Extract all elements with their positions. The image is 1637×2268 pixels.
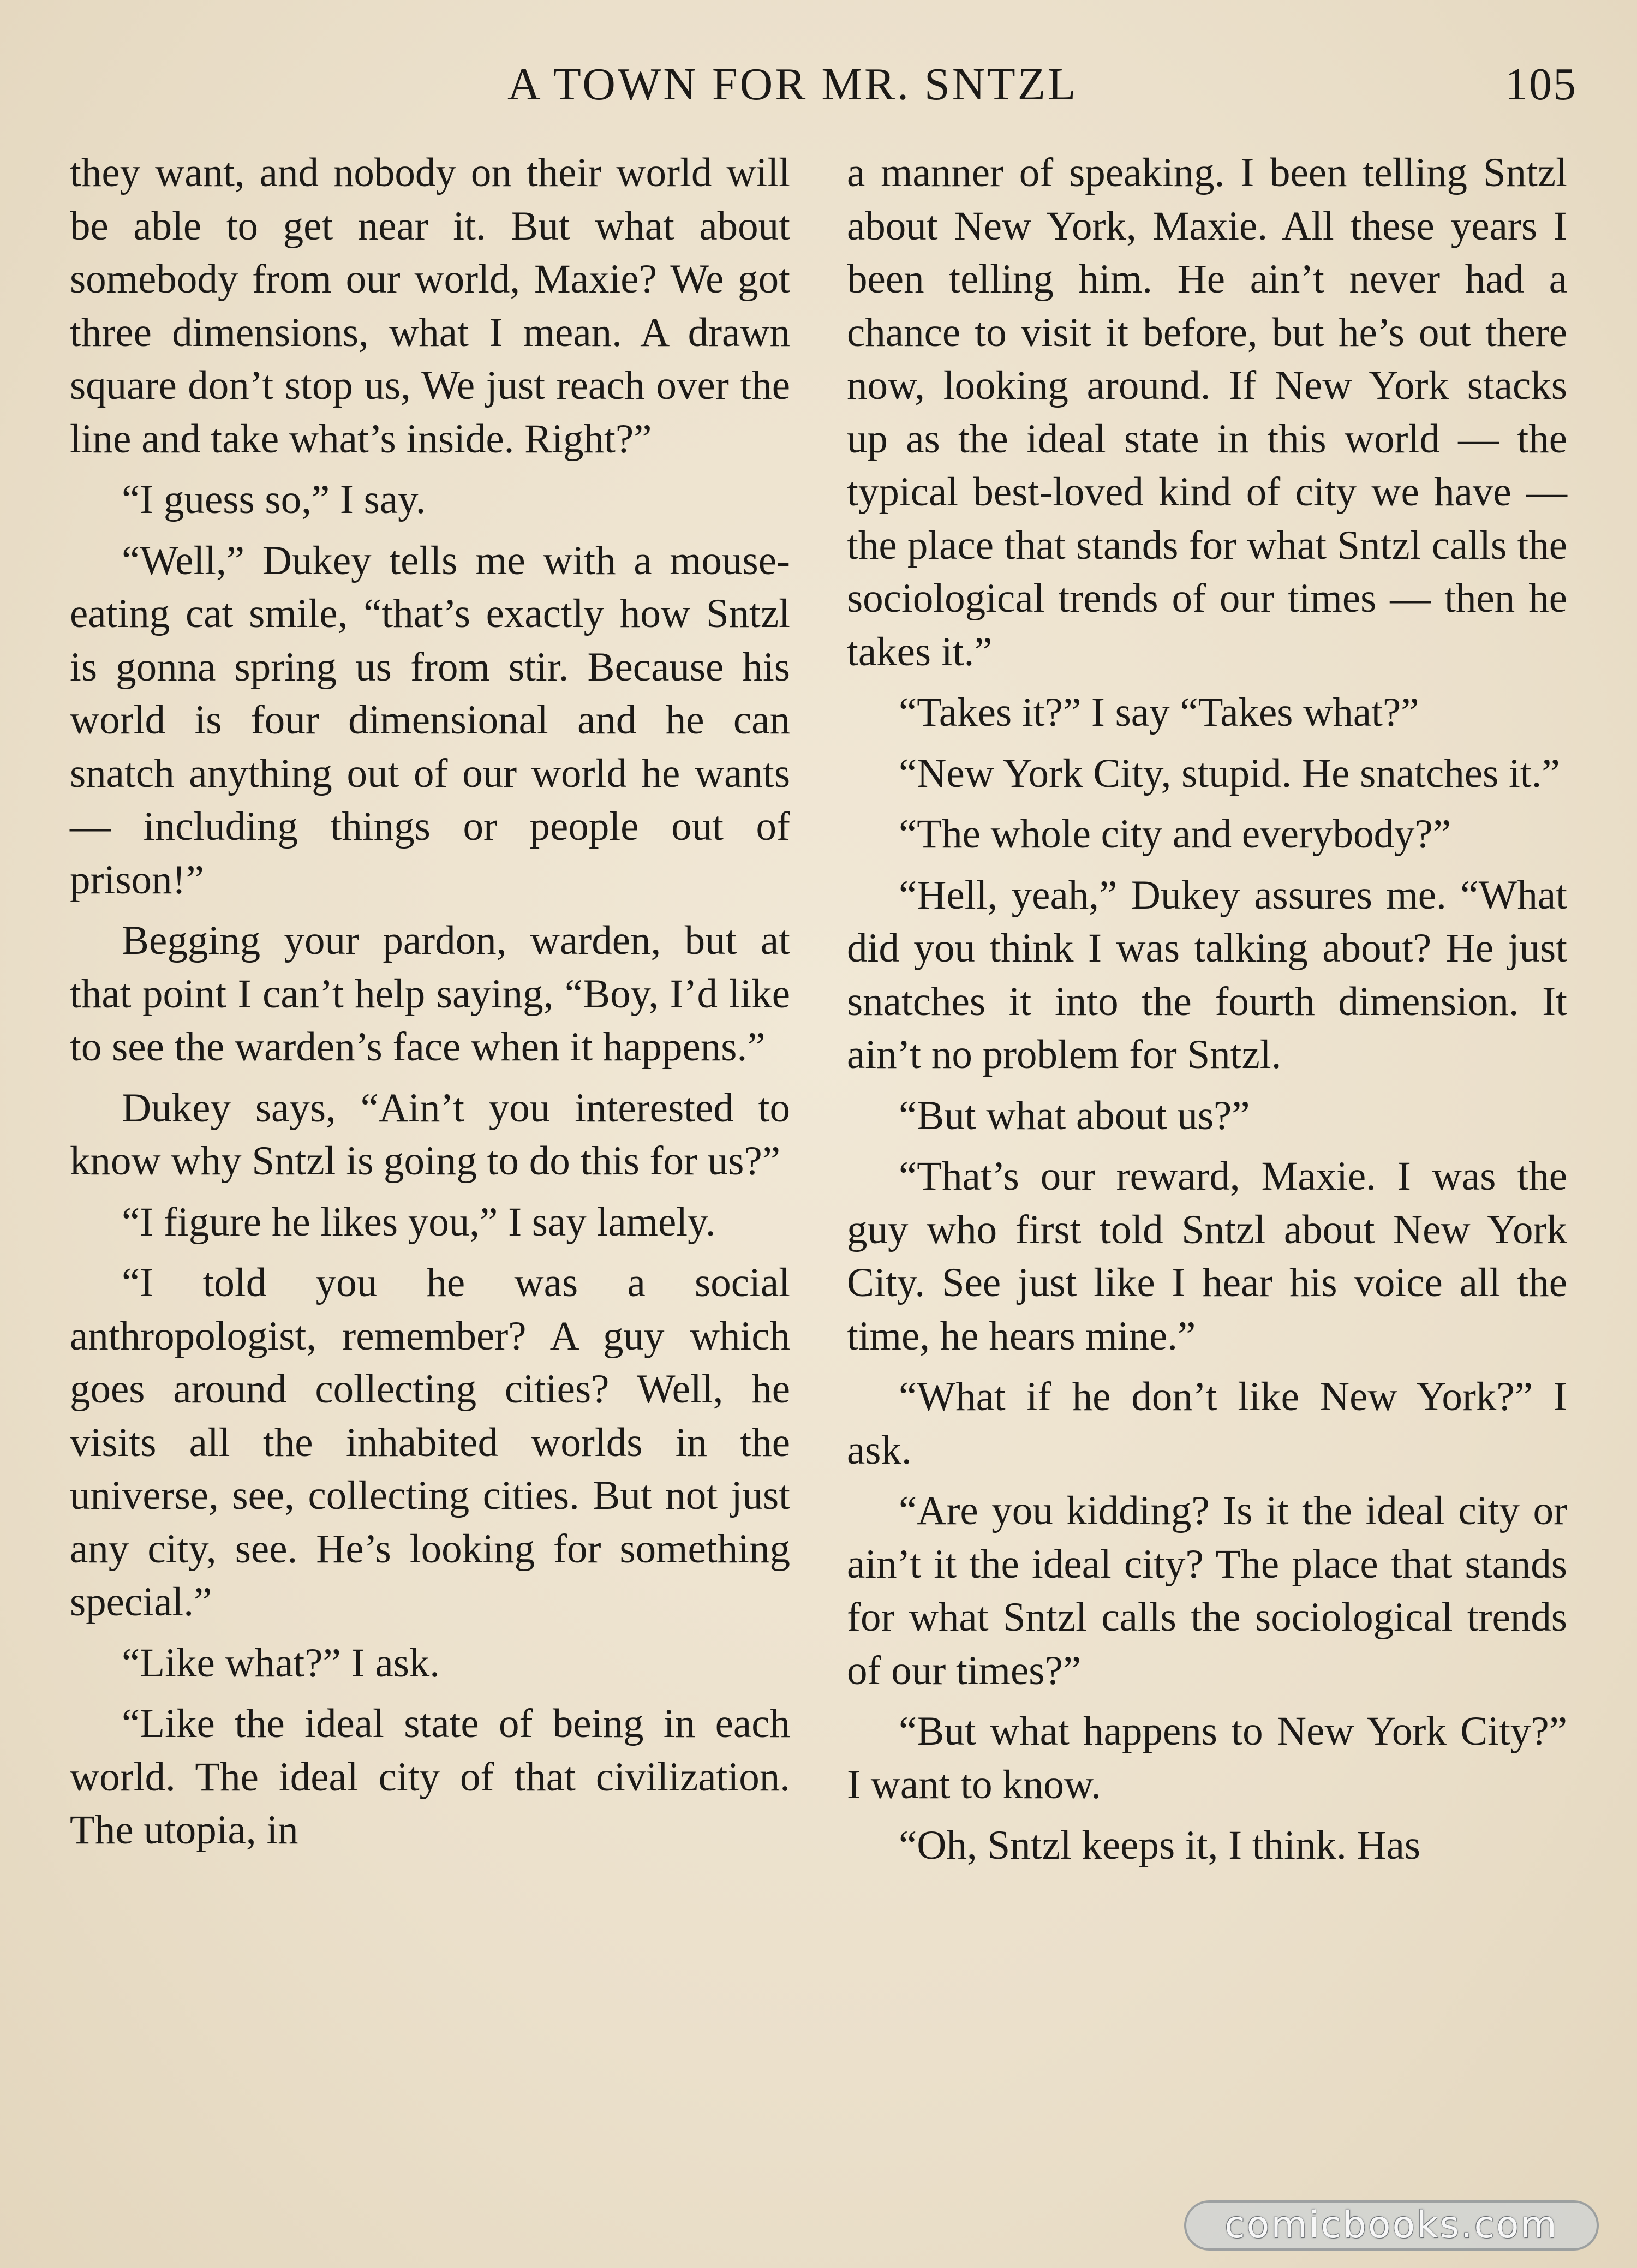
source-watermark <box>1184 2200 1599 2251</box>
paragraph: “I told you he was a social anthropologist, remember? A guy which goes around collecting cities? Well, he visits all the inhabited worlds in the universe, see, collecting cities. But not just any city, see. He’s looking for something special.” <box>70 1260 790 1625</box>
paragraph: “Oh, Sntzl keeps it, I think. Has <box>899 1823 1421 1868</box>
paragraph: “Like the ideal state of being in each world. The ideal city of that civilization. The utopia, in <box>70 1701 790 1853</box>
paragraph: “I guess so,” I say. <box>122 477 426 522</box>
paragraph: Begging your pardon, warden, but at that point I can’t help saying, “Boy, I’d like to see the warden’s face when it happens.” <box>70 918 790 1070</box>
paragraph: “I figure he likes you,” I say lamely. <box>122 1199 716 1245</box>
watermark-text: comicbooks.com <box>1224 2204 1558 2247</box>
page-number: 105 <box>1505 59 1577 110</box>
paragraph: “Well,” Dukey tells me with a mouse-eating cat smile, “that’s exactly how Sntzl is gonna spring us from stir. Because his world is four dimensional and he can snatch anything out of our world he wants — including things or people out of prison!” <box>70 538 790 903</box>
paragraph: “Like what?” I ask. <box>122 1640 440 1686</box>
paragraph: Dukey says, “Ain’t you interested to know why Sntzl is going to do this for us?” <box>70 1085 790 1184</box>
paragraph: “The whole city and everybody?” <box>899 811 1451 857</box>
paragraph: “Takes it?” I say “Takes what?” <box>899 690 1419 735</box>
paragraph: “Hell, yeah,” Dukey assures me. “What did you think I was talking about? He just snatches it into the fourth dimension. It ain’t no problem for Sntzl. <box>847 872 1567 1077</box>
paragraph: a manner of speaking. I been telling Sntzl about New York, Maxie. All these years I been telling him. He ain’t never had a chance to visit it before, but he’s out there now, looking around. If New York stacks up as the ideal state in this world — the typical best-loved kind of city we have — the place that stands for what Sntzl calls the sociological trends of our times — then he takes it.” <box>847 150 1567 675</box>
running-head <box>71 55 1577 115</box>
running-title: A TOWN FOR MR. SNTZL <box>507 59 1078 110</box>
paragraph: “But what about us?” <box>899 1093 1250 1138</box>
paragraph: “New York City, stupid. He snatches it.” <box>899 750 1560 796</box>
paragraph: “Are you kidding? Is it the ideal city or ain’t it the ideal city? The place that stands for what Sntzl calls the sociological trends of our times?” <box>847 1488 1567 1693</box>
text-column-right <box>847 146 1567 1880</box>
paragraph: “That’s our reward, Maxie. I was the guy who first told Sntzl about New York City. See just like I hear his voice all the time, he hears mine.” <box>847 1154 1567 1359</box>
paragraph: “What if he don’t like New York?” I ask. <box>847 1374 1567 1473</box>
text-column-left <box>70 146 790 1865</box>
paragraph: they want, and nobody on their world will be able to get near it. But what about somebody from our world, Maxie? We got three dimensions, what I mean. A drawn square don’t stop us, We just reach over the line and take what’s inside. Right?” <box>70 150 790 462</box>
paragraph: “But what happens to New York City?” I want to know. <box>847 1709 1567 1807</box>
